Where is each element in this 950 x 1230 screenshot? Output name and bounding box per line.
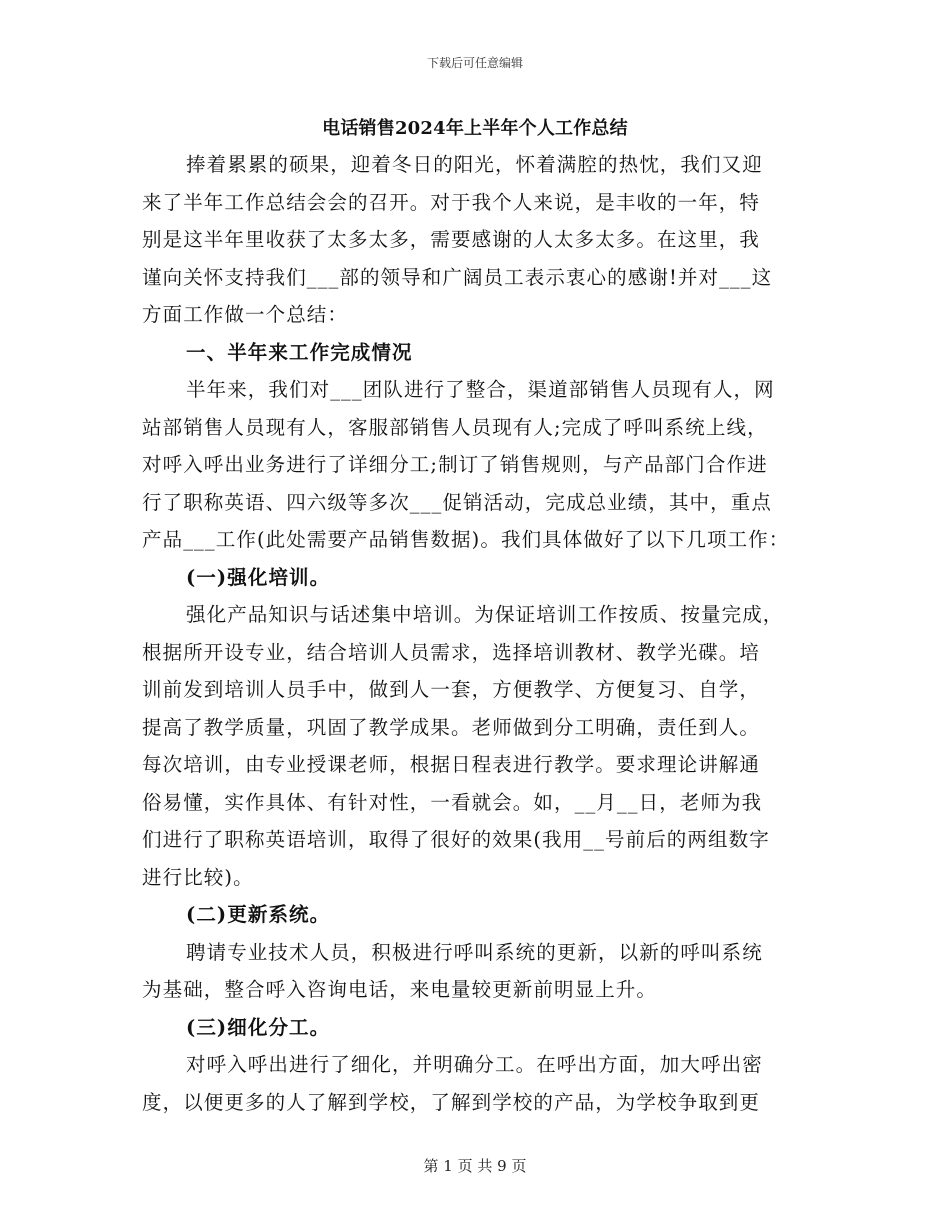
paragraph-line: 站部销售人员现有人，客服部销售人员现有人;完成了呼叫系统上线， [142,415,768,439]
page-number: 第 1 页 共 9 页 [423,1157,527,1175]
document-title: 电话销售2024年上半年个人工作总结 [322,118,628,139]
paragraph-line: 强化产品知识与话述集中培训。为保证培训工作按质、按量完成， [186,603,784,626]
paragraph-line: 提高了教学质量，巩固了教学成果。老师做到分工明确，责任到人。 [142,715,761,739]
paragraph-line: 为基础，整合呼入咨询电话，来电量较更新前明显上升。 [142,978,658,1001]
paragraph-line: 进行比较)。 [142,865,254,889]
paragraph-line: 别是这半年里收获了太多太多，需要感谢的人太多太多。在这里，我 [142,228,761,251]
subsection-heading: (一)强化培训。 [186,565,331,589]
paragraph-line: 聘请专业技术人员，积极进行呼叫系统的更新，以新的呼叫系统 [186,940,763,964]
paragraph-line: 方面工作做一个总结： [142,303,349,326]
document-body [142,146,802,1121]
paragraph-line: 半年来，我们对___团队进行了整合，渠道部销售人员现有人，网 [186,378,775,401]
header-note: 下载后可任意编辑 [426,56,523,70]
paragraph-line: 来了半年工作总结会会的召开。对于我个人来说，是丰收的一年，特 [142,190,761,214]
paragraph-line: 根据所开设专业，结合培训人员需求，选择培训教材、教学光碟。培 [142,640,761,664]
paragraph-line: 每次培训，由专业授课老师，根据日程表进行教学。要求理论讲解通 [142,753,761,776]
paragraph-line: 们进行了职称英语培训，取得了很好的效果(我用__号前后的两组数字 [142,828,770,851]
paragraph-line: 俗易懂，实作具体、有针对性，一看就会。如，__月__日，老师为我 [142,790,763,814]
paragraph-line: 行了职称英语、四六级等多次___促销活动，完成总业绩，其中，重点 [142,490,772,514]
paragraph-line: 捧着累累的硕果，迎着冬日的阳光，怀着满腔的热忱，我们又迎 [186,153,763,176]
paragraph-line: 谨向关怀支持我们___部的领导和广阔员工表示衷心的感谢!并对___这 [142,265,773,289]
subsection-heading: (二)更新系统。 [186,903,331,926]
paragraph-line: 产品___工作(此处需要产品销售数据)。我们具体做好了以下几项工作： [142,528,790,551]
paragraph-line: 度，以便更多的人了解到学校，了解到学校的产品，为学校争取到更 [142,1090,761,1114]
paragraph-line: 对呼入呼出业务进行了详细分工;制订了销售规则，与产品部门合作进 [142,453,768,476]
subsection-heading: (三)细化分工。 [186,1015,331,1039]
paragraph-line: 训前发到培训人员手中，做到人一套，方便教学、方便复习、自学， [142,678,761,701]
section-heading: 一、半年来工作完成情况 [186,340,413,364]
paragraph-line: 对呼入呼出进行了细化，并明确分工。在呼出方面，加大呼出密 [186,1053,763,1076]
